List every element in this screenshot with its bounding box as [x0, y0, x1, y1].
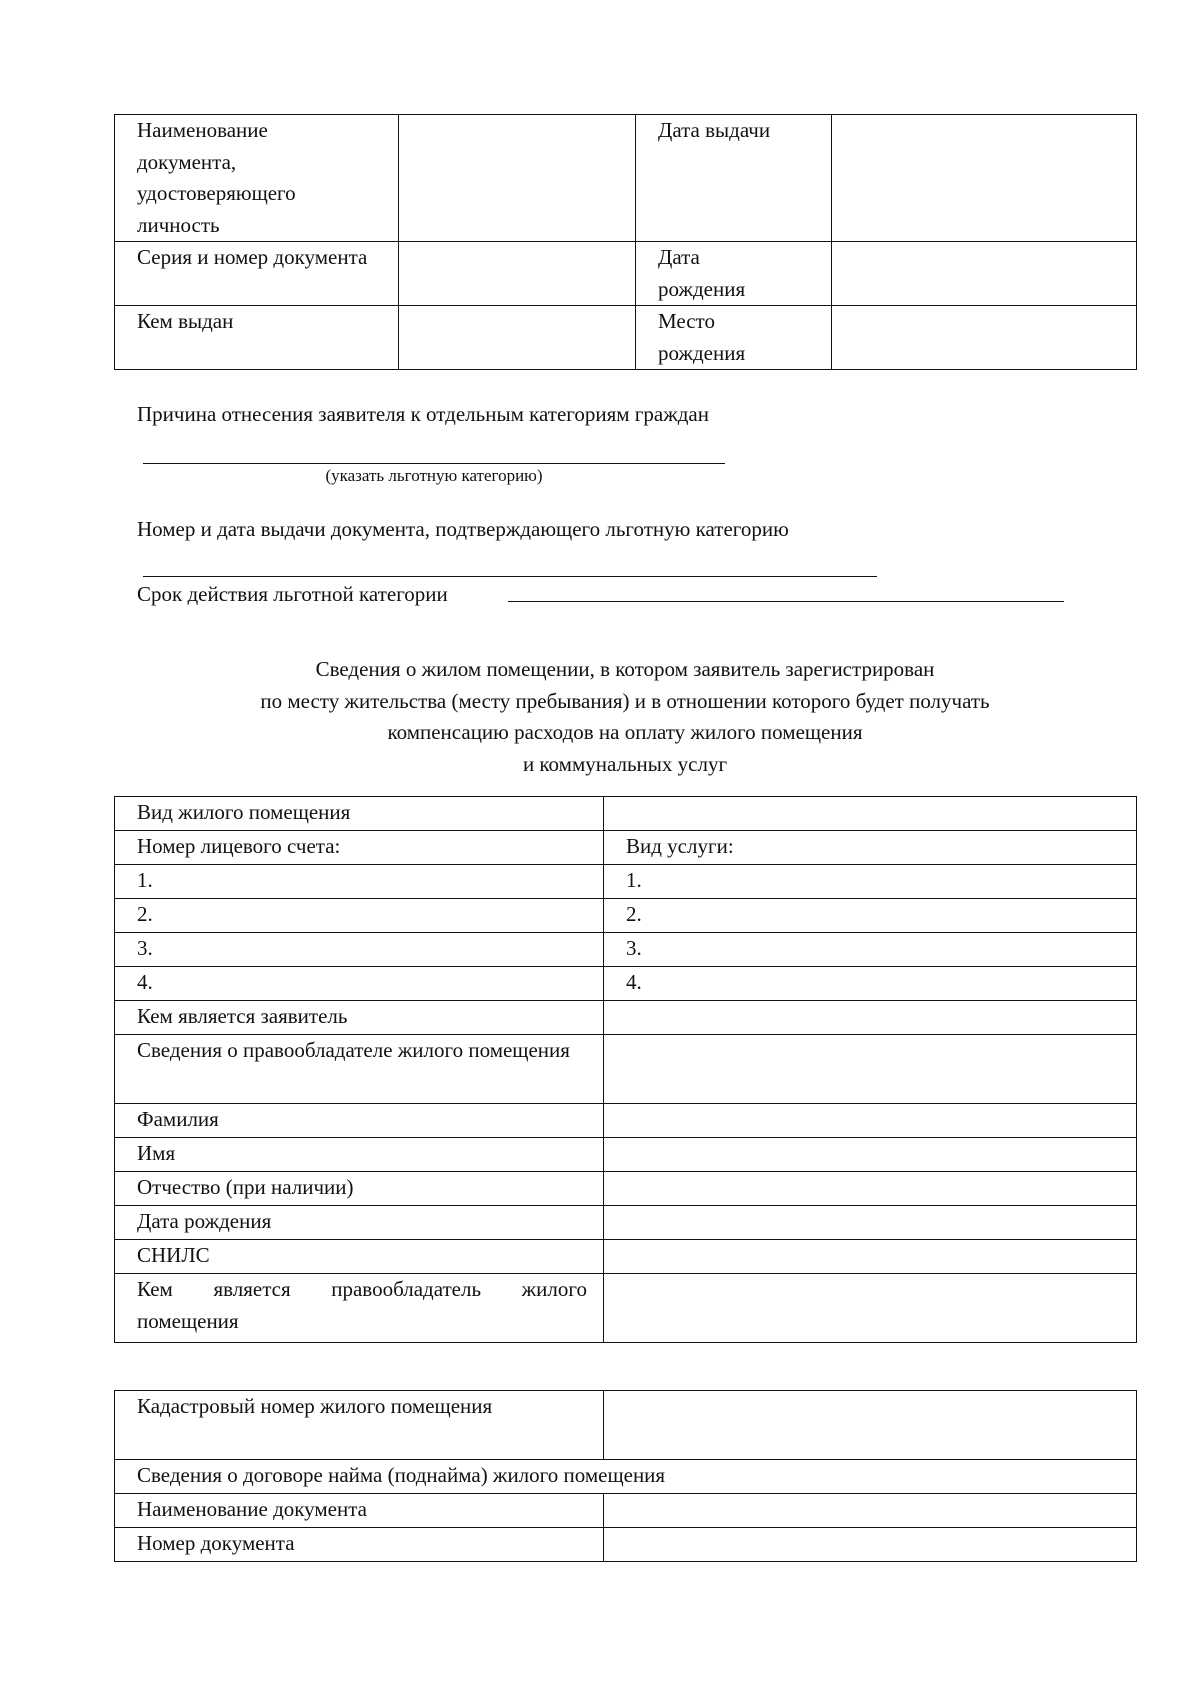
issued-by-value-cell[interactable] [399, 306, 636, 370]
surname-value-cell[interactable] [604, 1104, 1137, 1138]
table-row [115, 797, 1137, 831]
housing-table [114, 796, 1137, 1343]
housing-heading-line: и коммунальных услуг [522, 751, 728, 776]
housing-heading-line: по месту жительства (месту пребывания) и в отношении которого будет получать [260, 688, 990, 713]
table-row [115, 1494, 1137, 1528]
birth-date-label: Дата рождения [636, 242, 832, 306]
surname-label: Фамилия [115, 1104, 604, 1138]
doc-name-label-line: личность [137, 212, 220, 237]
issued-by-label: Кем выдан [115, 306, 399, 370]
doc-name-label-line: Наименование [137, 118, 268, 142]
patronymic-value-cell[interactable] [604, 1172, 1137, 1206]
table-row [115, 1460, 1137, 1494]
birth-place-value-cell[interactable] [832, 306, 1137, 370]
issue-date-label: Дата выдачи [636, 115, 832, 242]
table-row [115, 933, 1137, 967]
cadastre-number-value-cell[interactable] [604, 1391, 1137, 1460]
category-validity-line[interactable] [508, 601, 1064, 602]
housing-type-value-cell[interactable] [604, 797, 1137, 831]
lease-doc-number-value-cell[interactable] [604, 1528, 1137, 1562]
doc-name-label-line: документа, [137, 149, 237, 174]
table-row [115, 1138, 1137, 1172]
housing-heading-line: компенсацию расходов на оплату жилого помещения [387, 720, 863, 744]
lease-info-heading: Сведения о договоре найма (поднайма) жилого помещения [115, 1460, 1137, 1494]
doc-series-label: Серия и номер документа [115, 242, 399, 306]
category-doc-number-line[interactable] [143, 576, 877, 577]
table-row [115, 1001, 1137, 1035]
table-row [115, 1104, 1137, 1138]
table-row [115, 1274, 1137, 1343]
table-row [115, 899, 1137, 933]
owner-birth-date-label: Дата рождения [115, 1206, 604, 1240]
service-type-cell[interactable]: 1. [604, 865, 1137, 899]
category-reason-text: Причина отнесения заявителя к отдельным категориям граждан [137, 402, 709, 426]
service-type-cell[interactable]: 4. [604, 967, 1137, 1001]
first-name-value-cell[interactable] [604, 1138, 1137, 1172]
category-hint: (указать льготную категорию) [325, 466, 543, 485]
owner-birth-date-value-cell[interactable] [604, 1206, 1137, 1240]
account-number-header: Номер лицевого счета: [115, 831, 604, 865]
housing-heading-line: Сведения о жилом помещении, в котором заявитель зарегистрирован [315, 657, 935, 681]
owner-role-label: Кем является правообладатель жилого помещения [115, 1274, 604, 1343]
category-reason-line[interactable] [143, 463, 725, 464]
lease-doc-name-value-cell[interactable] [604, 1494, 1137, 1528]
account-number-cell[interactable]: 2. [115, 899, 604, 933]
category-doc-number-text: Номер и дата выдачи документа, подтверждающего льготную категорию [137, 517, 789, 541]
doc-series-row [115, 242, 1137, 306]
snils-value-cell[interactable] [604, 1240, 1137, 1274]
identity-document-table [114, 114, 1137, 370]
snils-label: СНИЛС [115, 1240, 604, 1274]
table-row [115, 865, 1137, 899]
patronymic-label: Отчество (при наличии) [115, 1172, 604, 1206]
account-number-cell[interactable]: 3. [115, 933, 604, 967]
lease-doc-name-label: Наименование документа [115, 1494, 604, 1528]
table-row [115, 1240, 1137, 1274]
doc-series-value-cell[interactable] [399, 242, 636, 306]
category-validity-text: Срок действия льготной категории [137, 582, 448, 606]
service-type-cell[interactable]: 3. [604, 933, 1137, 967]
applicant-role-label: Кем является заявитель [115, 1001, 604, 1035]
doc-name-value-cell[interactable] [399, 115, 636, 242]
account-number-cell[interactable]: 4. [115, 967, 604, 1001]
housing-heading [114, 654, 1136, 780]
lease-doc-number-label: Номер документа [115, 1528, 604, 1562]
birth-place-label: Место рождения [636, 306, 832, 370]
account-number-cell[interactable]: 1. [115, 865, 604, 899]
owner-info-label: Сведения о правообладателе жилого помещения [115, 1035, 604, 1104]
doc-name-row [115, 115, 1137, 242]
cadastre-lease-table [114, 1390, 1137, 1562]
table-row [115, 1172, 1137, 1206]
doc-name-label-line: удостоверяющего [137, 181, 296, 205]
applicant-role-value-cell[interactable] [604, 1001, 1137, 1035]
table-row [115, 1391, 1137, 1460]
birth-date-value-cell[interactable] [832, 242, 1137, 306]
cadastre-number-label: Кадастровый номер жилого помещения [115, 1391, 604, 1460]
service-type-header: Вид услуги: [604, 831, 1137, 865]
table-row [115, 1035, 1137, 1104]
doc-name-label [115, 115, 399, 242]
table-row [115, 967, 1137, 1001]
table-row [115, 1206, 1137, 1240]
first-name-label: Имя [115, 1138, 604, 1172]
issued-by-row [115, 306, 1137, 370]
table-row [115, 831, 1137, 865]
table-row [115, 1528, 1137, 1562]
issue-date-value-cell[interactable] [832, 115, 1137, 242]
owner-role-value-cell[interactable] [604, 1274, 1137, 1343]
housing-type-label: Вид жилого помещения [115, 797, 604, 831]
service-type-cell[interactable]: 2. [604, 899, 1137, 933]
owner-info-value-cell[interactable] [604, 1035, 1137, 1104]
